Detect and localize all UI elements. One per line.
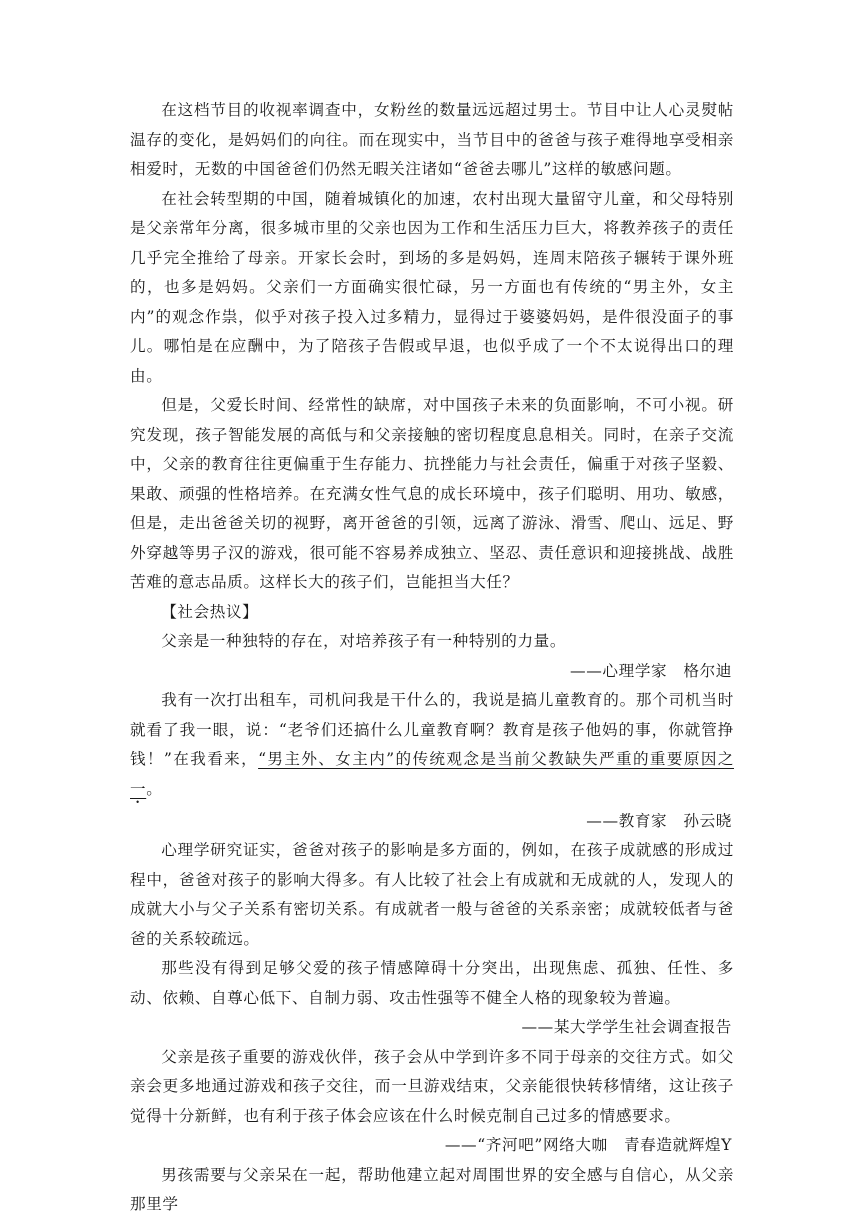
document-page [130,96,734,1220]
quote-2-text [130,686,734,807]
quote-5-attribution: ——“齐河吧”网络大咖 青春造就辉煌Y [444,1136,732,1154]
quote-2-underlined-text: “男主外、女主内”的传统观念是当前父教缺失严重的重要原因之 [258,750,734,768]
quote-5-text: 父亲是孩子重要的游戏伙伴，孩子会从中学到许多不同于母亲的交往方式。如父亲会更多地通过游戏和孩子交往，而一旦游戏结束，父亲能很快转移情绪，这让孩子觉得十分新鲜，也有利于孩子体会应该在什么时候克制自己过多的情感要求。 [130,1047,734,1125]
quote-4-attribution: ——某大学学生社会调查报告 [521,1018,732,1036]
quote-6-text: 男孩需要与父亲呆在一起，帮助他建立起对周围世界的安全感与自信心，从父亲那里学 [130,1165,734,1213]
quote-2-text-lead: 我有一次打出租车，司机问我是干什么的，我说是搞儿童教育的。那个司机当时就看了我一眼，说：“老爷们还搞什么儿童教育啊？教育是孩子他妈的事，你就管挣钱！”在我看来， [130,691,734,768]
quote-2-dotted-char: 一 [130,779,147,798]
body-paragraph-2: 在社会转型期的中国，随着城镇化的加速，农村出现大量留守儿童，和父母特别是父亲常年分离，很多城市里的父亲也因为工作和生活压力巨大，将教养孩子的责任几乎完全推给了母亲。开家长会时，到场的多是妈妈，连周末陪孩子辗转于课外班的，也多是妈妈。父亲们一方面确实很忙碌，另一方面也有传统的“男主外，女主内”的观念作祟，似乎对孩子投入过多精力，显得过于婆婆妈妈，是件很没面子的事儿。哪怕是在应酬中，为了陪孩子告假或早退，也似乎成了一个不太说得出口的理由。 [130,189,734,385]
quote-2-attribution: ——教育家 孙云晓 [586,811,732,830]
quote-1-text: 父亲是一种独特的存在，对培养孩子有一种特别的力量。 [161,632,567,650]
quote-3-text: 心理学研究证实，爸爸对孩子的影响是多方面的，例如，在孩子成就感的形成过程中，爸爸对孩子的影响大得多。有人比较了社会上有成就和无成就的人，发现人的成就大小与父子关系有密切关系。有成就者一般与爸爸的关系亲密；成就较低者与爸爸的关系较疏远。 [130,841,734,948]
quote-1-attribution: ——心理学家 格尔迪 [570,661,732,680]
body-paragraph-3: 但是，父爱长时间、经常性的缺席，对中国孩子未来的负面影响，不可小视。研究发现，孩子智能发展的高低与和父亲接触的密切程度息息相关。同时，在亲子交流中，父亲的教育往往更偏重于生存能力、抗挫能力与社会责任，偏重于对孩子坚毅、果敢、顽强的性格培养。在充满女性气息的成长环境中，孩子们聪明、用功、敏感，但是，走出爸爸关切的视野，离开爸爸的引领，远离了游泳、滑雪、爬山、远足、野外穿越等男子汉的游戏，很可能不容易养成独立、坚忍、责任意识和迎接挑战、战胜苦难的意志品质。这样长大的孩子们，岂能担当大任？ [130,396,734,591]
quote-2-end: 。 [146,779,163,798]
body-paragraph-1: 在这档节目的收视率调查中，女粉丝的数量远远超过男士。节目中让人心灵熨帖温存的变化，是妈妈们的向往。而在现实中，当节目中的爸爸与孩子难得地享受相亲相爱时，无数的中国爸爸们仍然无暇关注诸如“爸爸去哪儿”这样的敏感问题。 [130,101,734,178]
section-heading: 【社会热议】 [161,602,259,621]
quote-4-text: 那些没有得到足够父爱的孩子情感障碍十分突出，出现焦虑、孤独、任性、多动、依赖、自尊心低下、自制力弱、攻击性强等不健全人格的现象较为普遍。 [130,959,734,1007]
